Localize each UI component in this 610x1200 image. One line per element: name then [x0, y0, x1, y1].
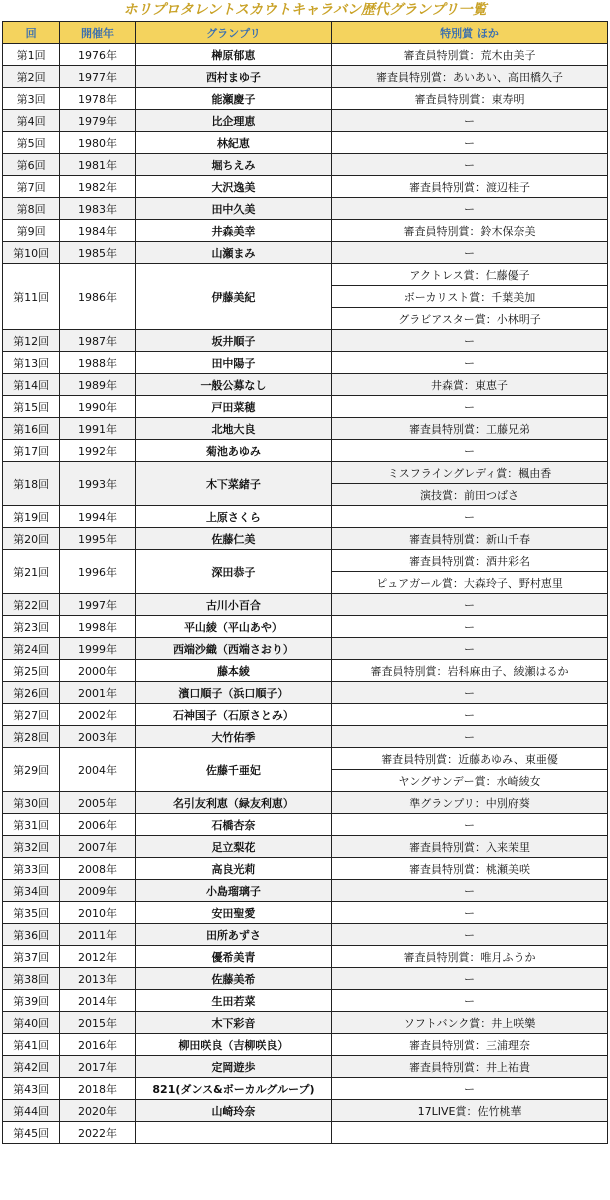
grand-prix-cell: 佐藤千亜妃: [135, 748, 331, 792]
award-cell: ー: [332, 110, 608, 132]
table-row: [3, 88, 608, 110]
table-row: [3, 374, 608, 396]
round-cell: 第10回: [3, 242, 60, 264]
award-cell: 準グランプリ：中別府葵: [332, 792, 608, 814]
year-cell: 1986年: [60, 264, 136, 330]
year-cell: 2006年: [60, 814, 136, 836]
year-cell: 1999年: [60, 638, 136, 660]
round-cell: 第30回: [3, 792, 60, 814]
header-round: 回: [3, 22, 60, 44]
grand-prix-cell: 田所あずさ: [135, 924, 331, 946]
award-cell: ー: [332, 1078, 608, 1100]
year-cell: 1977年: [60, 66, 136, 88]
award-cell: ー: [332, 704, 608, 726]
table-row: [3, 990, 608, 1012]
year-cell: 2001年: [60, 682, 136, 704]
table-body: [3, 44, 608, 1144]
year-cell: 1997年: [60, 594, 136, 616]
year-cell: 2014年: [60, 990, 136, 1012]
grand-prix-cell: 木下菜緒子: [135, 462, 331, 506]
award-cell: アクトレス賞：仁藤優子: [332, 264, 608, 286]
table-row: [3, 968, 608, 990]
grand-prix-cell: 定岡遊歩: [135, 1056, 331, 1078]
table-row: [3, 880, 608, 902]
year-cell: 2022年: [60, 1122, 136, 1144]
round-cell: 第12回: [3, 330, 60, 352]
round-cell: 第6回: [3, 154, 60, 176]
grand-prix-cell: 山瀬まみ: [135, 242, 331, 264]
round-cell: 第29回: [3, 748, 60, 792]
grand-prix-cell: [135, 1122, 331, 1144]
table-row: [3, 242, 608, 264]
award-cell: ー: [332, 506, 608, 528]
grand-prix-cell: 菊池あゆみ: [135, 440, 331, 462]
round-cell: 第9回: [3, 220, 60, 242]
year-cell: 2012年: [60, 946, 136, 968]
year-cell: 1983年: [60, 198, 136, 220]
award-cell: ー: [332, 616, 608, 638]
round-cell: 第28回: [3, 726, 60, 748]
award-cell: ピュアガール賞：大森玲子、野村恵里: [332, 572, 608, 594]
round-cell: 第36回: [3, 924, 60, 946]
round-cell: 第33回: [3, 858, 60, 880]
round-cell: 第8回: [3, 198, 60, 220]
award-cell: ー: [332, 902, 608, 924]
year-cell: 1998年: [60, 616, 136, 638]
grand-prix-cell: 榊原郁恵: [135, 44, 331, 66]
grand-prix-cell: 北地大良: [135, 418, 331, 440]
award-cell: 審査員特別賞：井上祐貴: [332, 1056, 608, 1078]
grand-prix-cell: 坂井順子: [135, 330, 331, 352]
round-cell: 第18回: [3, 462, 60, 506]
award-cell: ー: [332, 154, 608, 176]
round-cell: 第38回: [3, 968, 60, 990]
year-cell: 1991年: [60, 418, 136, 440]
round-cell: 第1回: [3, 44, 60, 66]
award-cell: 審査員特別賞：東寿明: [332, 88, 608, 110]
header-grand-prix: グランプリ: [135, 22, 331, 44]
table-row: [3, 1012, 608, 1034]
table-row: [3, 704, 608, 726]
award-cell: 井森賞：東恵子: [332, 374, 608, 396]
award-cell: ー: [332, 198, 608, 220]
award-cell: ー: [332, 880, 608, 902]
round-cell: 第14回: [3, 374, 60, 396]
year-cell: 1988年: [60, 352, 136, 374]
grand-prix-cell: 佐藤美希: [135, 968, 331, 990]
year-cell: 1994年: [60, 506, 136, 528]
table-row: [3, 1122, 608, 1144]
award-cell: [332, 1122, 608, 1144]
round-cell: 第37回: [3, 946, 60, 968]
year-cell: 2016年: [60, 1034, 136, 1056]
award-cell: ー: [332, 968, 608, 990]
grand-prix-cell: 西端沙織（西端さおり）: [135, 638, 331, 660]
year-cell: 2015年: [60, 1012, 136, 1034]
grand-prix-cell: 能瀬慶子: [135, 88, 331, 110]
table-row: [3, 506, 608, 528]
award-cell: 演技賞：前田つばさ: [332, 484, 608, 506]
table-row: [3, 1034, 608, 1056]
table-row: [3, 528, 608, 550]
award-cell: 審査員特別賞：桃瀬美咲: [332, 858, 608, 880]
year-cell: 1982年: [60, 176, 136, 198]
table-row: [3, 792, 608, 814]
round-cell: 第41回: [3, 1034, 60, 1056]
round-cell: 第5回: [3, 132, 60, 154]
table-row: [3, 902, 608, 924]
award-cell: ー: [332, 132, 608, 154]
grand-prix-cell: 田中陽子: [135, 352, 331, 374]
grand-prix-cell: 伊藤美紀: [135, 264, 331, 330]
year-cell: 2010年: [60, 902, 136, 924]
table-row: [3, 220, 608, 242]
round-cell: 第43回: [3, 1078, 60, 1100]
table-row: [3, 726, 608, 748]
table-row: [3, 154, 608, 176]
grand-prix-cell: 安田聖愛: [135, 902, 331, 924]
year-cell: 2004年: [60, 748, 136, 792]
round-cell: 第3回: [3, 88, 60, 110]
year-cell: 2005年: [60, 792, 136, 814]
award-cell: ー: [332, 242, 608, 264]
year-cell: 1993年: [60, 462, 136, 506]
table-row: [3, 264, 608, 286]
round-cell: 第39回: [3, 990, 60, 1012]
table-row: [3, 176, 608, 198]
table-row: [3, 924, 608, 946]
table-row: [3, 594, 608, 616]
round-cell: 第13回: [3, 352, 60, 374]
grand-prix-cell: 比企理恵: [135, 110, 331, 132]
year-cell: 2000年: [60, 660, 136, 682]
grand-prix-cell: 上原さくら: [135, 506, 331, 528]
grand-prix-cell: 濱口順子（浜口順子）: [135, 682, 331, 704]
round-cell: 第45回: [3, 1122, 60, 1144]
round-cell: 第31回: [3, 814, 60, 836]
award-cell: 審査員特別賞：近藤あゆみ、東亜優: [332, 748, 608, 770]
award-cell: ー: [332, 990, 608, 1012]
grand-prix-cell: 戸田菜穂: [135, 396, 331, 418]
year-cell: 2017年: [60, 1056, 136, 1078]
award-cell: 審査員特別賞：酒井彩名: [332, 550, 608, 572]
grand-prix-cell: 生田若菜: [135, 990, 331, 1012]
year-cell: 2008年: [60, 858, 136, 880]
year-cell: 2002年: [60, 704, 136, 726]
award-cell: 17LIVE賞：佐竹桃華: [332, 1100, 608, 1122]
award-cell: ー: [332, 924, 608, 946]
award-cell: ボーカリスト賞：千葉美加: [332, 286, 608, 308]
grand-prix-cell: 藤本綾: [135, 660, 331, 682]
grand-prix-cell: 一般公募なし: [135, 374, 331, 396]
table-row: [3, 330, 608, 352]
table-row: [3, 418, 608, 440]
year-cell: 1992年: [60, 440, 136, 462]
round-cell: 第32回: [3, 836, 60, 858]
table-row: [3, 836, 608, 858]
round-cell: 第20回: [3, 528, 60, 550]
round-cell: 第26回: [3, 682, 60, 704]
table-row: [3, 66, 608, 88]
award-cell: 審査員特別賞：荒木由美子: [332, 44, 608, 66]
year-cell: 1987年: [60, 330, 136, 352]
year-cell: 1976年: [60, 44, 136, 66]
table-row: [3, 198, 608, 220]
award-cell: ー: [332, 352, 608, 374]
table-row: [3, 748, 608, 770]
table-row: [3, 110, 608, 132]
year-cell: 1980年: [60, 132, 136, 154]
round-cell: 第16回: [3, 418, 60, 440]
year-cell: 1978年: [60, 88, 136, 110]
round-cell: 第40回: [3, 1012, 60, 1034]
year-cell: 1995年: [60, 528, 136, 550]
award-cell: ー: [332, 440, 608, 462]
grand-prix-cell: 821(ダンス&ボーカルグループ): [135, 1078, 331, 1100]
table-row: [3, 946, 608, 968]
grand-prix-cell: 大沢逸美: [135, 176, 331, 198]
year-cell: 2003年: [60, 726, 136, 748]
table-row: [3, 858, 608, 880]
grand-prix-table: [2, 21, 608, 1144]
year-cell: 1979年: [60, 110, 136, 132]
grand-prix-cell: 西村まゆ子: [135, 66, 331, 88]
grand-prix-cell: 柳田咲良（吉柳咲良）: [135, 1034, 331, 1056]
round-cell: 第11回: [3, 264, 60, 330]
year-cell: 1985年: [60, 242, 136, 264]
header-year: 開催年: [60, 22, 136, 44]
table-row: [3, 462, 608, 484]
table-row: [3, 44, 608, 66]
award-cell: 審査員特別賞：工藤兄弟: [332, 418, 608, 440]
year-cell: 1996年: [60, 550, 136, 594]
grand-prix-cell: 堀ちえみ: [135, 154, 331, 176]
table-row: [3, 352, 608, 374]
round-cell: 第2回: [3, 66, 60, 88]
grand-prix-cell: 大竹佑季: [135, 726, 331, 748]
round-cell: 第19回: [3, 506, 60, 528]
round-cell: 第44回: [3, 1100, 60, 1122]
year-cell: 2009年: [60, 880, 136, 902]
year-cell: 1984年: [60, 220, 136, 242]
award-cell: ソフトバンク賞：井上咲樂: [332, 1012, 608, 1034]
table-row: [3, 1100, 608, 1122]
award-cell: グラビアスター賞：小林明子: [332, 308, 608, 330]
grand-prix-cell: 山崎玲奈: [135, 1100, 331, 1122]
award-cell: 審査員特別賞：岩科麻由子、綾瀬はるか: [332, 660, 608, 682]
award-cell: 審査員特別賞：入来茉里: [332, 836, 608, 858]
grand-prix-cell: 佐藤仁美: [135, 528, 331, 550]
round-cell: 第15回: [3, 396, 60, 418]
table-row: [3, 660, 608, 682]
grand-prix-cell: 林紀恵: [135, 132, 331, 154]
award-cell: 審査員特別賞：鈴木保奈美: [332, 220, 608, 242]
table-row: [3, 682, 608, 704]
round-cell: 第4回: [3, 110, 60, 132]
grand-prix-cell: 石橋杏奈: [135, 814, 331, 836]
round-cell: 第22回: [3, 594, 60, 616]
round-cell: 第21回: [3, 550, 60, 594]
award-cell: 審査員特別賞：新山千春: [332, 528, 608, 550]
award-cell: 審査員特別賞：あいあい、高田橋久子: [332, 66, 608, 88]
round-cell: 第17回: [3, 440, 60, 462]
year-cell: 1989年: [60, 374, 136, 396]
header-special-awards: 特別賞 ほか: [332, 22, 608, 44]
year-cell: 1981年: [60, 154, 136, 176]
table-row: [3, 132, 608, 154]
award-cell: ー: [332, 814, 608, 836]
award-cell: ー: [332, 638, 608, 660]
table-row: [3, 1056, 608, 1078]
round-cell: 第7回: [3, 176, 60, 198]
award-cell: 審査員特別賞：三浦理奈: [332, 1034, 608, 1056]
award-cell: ミスフライングレディ賞：楓由香: [332, 462, 608, 484]
award-cell: ー: [332, 396, 608, 418]
award-cell: ー: [332, 594, 608, 616]
grand-prix-cell: 井森美幸: [135, 220, 331, 242]
year-cell: 2020年: [60, 1100, 136, 1122]
table-row: [3, 638, 608, 660]
grand-prix-cell: 名引友利恵（緑友利恵）: [135, 792, 331, 814]
table-row: [3, 616, 608, 638]
round-cell: 第27回: [3, 704, 60, 726]
grand-prix-cell: 深田恭子: [135, 550, 331, 594]
round-cell: 第25回: [3, 660, 60, 682]
round-cell: 第42回: [3, 1056, 60, 1078]
round-cell: 第24回: [3, 638, 60, 660]
grand-prix-cell: 古川小百合: [135, 594, 331, 616]
grand-prix-cell: 高良光莉: [135, 858, 331, 880]
table-row: [3, 396, 608, 418]
grand-prix-cell: 優希美青: [135, 946, 331, 968]
year-cell: 2011年: [60, 924, 136, 946]
year-cell: 2018年: [60, 1078, 136, 1100]
award-cell: ー: [332, 330, 608, 352]
award-cell: ー: [332, 682, 608, 704]
award-cell: ー: [332, 726, 608, 748]
grand-prix-cell: 小島瑠璃子: [135, 880, 331, 902]
round-cell: 第35回: [3, 902, 60, 924]
grand-prix-cell: 石神国子（石原さとみ）: [135, 704, 331, 726]
table-row: [3, 814, 608, 836]
year-cell: 1990年: [60, 396, 136, 418]
year-cell: 2007年: [60, 836, 136, 858]
grand-prix-cell: 足立梨花: [135, 836, 331, 858]
award-cell: ヤングサンデー賞：水崎綾女: [332, 770, 608, 792]
grand-prix-cell: 木下彩音: [135, 1012, 331, 1034]
year-cell: 2013年: [60, 968, 136, 990]
grand-prix-cell: 田中久美: [135, 198, 331, 220]
round-cell: 第34回: [3, 880, 60, 902]
table-header-row: [3, 22, 608, 44]
table-row: [3, 440, 608, 462]
award-cell: 審査員特別賞：唯月ふうか: [332, 946, 608, 968]
page-title: ホリプロタレントスカウトキャラバン歴代グランプリ一覧: [123, 2, 487, 18]
round-cell: 第23回: [3, 616, 60, 638]
table-row: [3, 1078, 608, 1100]
award-cell: 審査員特別賞：渡辺桂子: [332, 176, 608, 198]
grand-prix-cell: 平山綾（平山あや）: [135, 616, 331, 638]
table-row: [3, 550, 608, 572]
